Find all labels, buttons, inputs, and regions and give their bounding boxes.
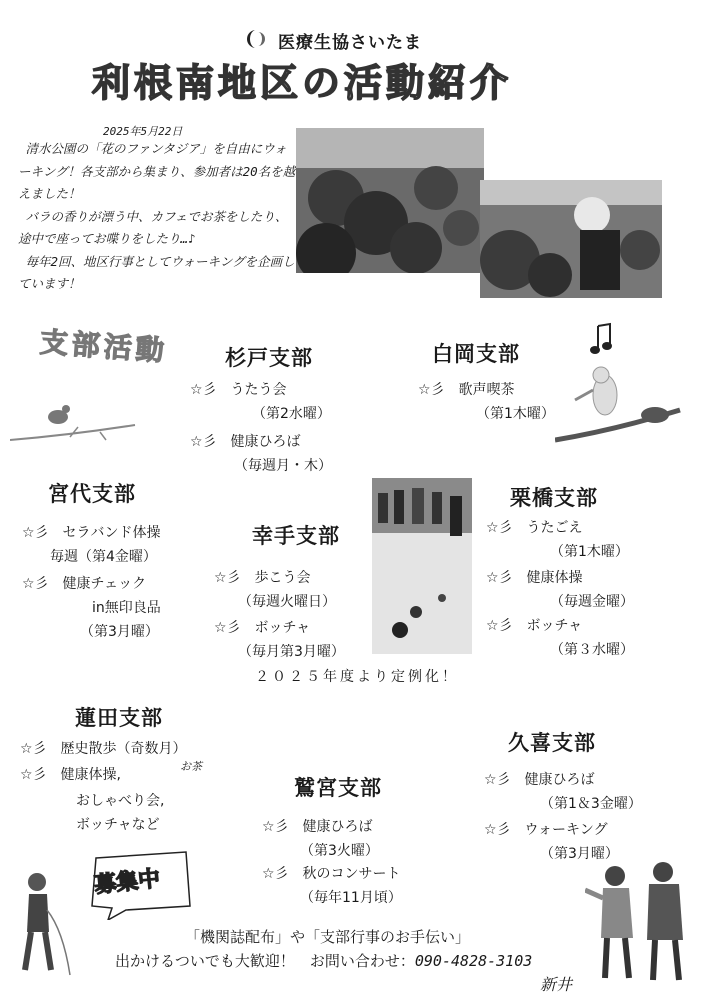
activity-label: ☆彡 ボッチャ bbox=[214, 620, 311, 636]
music-note-icon bbox=[590, 322, 616, 356]
branch-name-kurihashi: 栗橋支部 bbox=[510, 486, 598, 510]
activity-schedule: （第2水曜） bbox=[252, 406, 331, 422]
bird-branch-icon bbox=[555, 360, 685, 445]
recruit-label: 募集中 bbox=[93, 866, 162, 899]
activity-schedule: （第3月曜） bbox=[540, 846, 619, 862]
activity-note: お茶 bbox=[180, 760, 202, 773]
activity-schedule: （第1木曜） bbox=[476, 406, 555, 422]
activity-label: ☆彡 歴史散歩（奇数月） bbox=[20, 741, 187, 757]
activity-schedule: （毎週月・木） bbox=[234, 458, 332, 474]
branch-name-kuki: 久喜支部 bbox=[508, 731, 596, 755]
activity-schedule: （第1＆3金曜） bbox=[540, 796, 642, 812]
activity-schedule: （第3月曜） bbox=[80, 624, 159, 640]
activity-label: ☆彡 ボッチャ bbox=[486, 618, 583, 634]
branch-name-shiraoka: 白岡支部 bbox=[432, 342, 520, 366]
activity-label: ☆彡 健康チェック bbox=[22, 576, 147, 592]
activity-label: ☆彡 歩こう会 bbox=[214, 570, 311, 586]
intro-paragraph: バラの香りが漂う中、カフェでお茶をしたり、途中で座ってお喋りをしたり…♪ bbox=[18, 208, 288, 246]
activity-label: ☆彡 秋のコンサート bbox=[262, 866, 401, 882]
branch-name-hasuda: 蓮田支部 bbox=[75, 706, 163, 730]
activity-label: ☆彡 うたう会 bbox=[190, 382, 287, 398]
bird-branch-icon bbox=[10, 395, 140, 455]
activity-label: ☆彡 ウォーキング bbox=[484, 822, 608, 838]
contact-phone: 090-4828-3103 bbox=[414, 952, 533, 970]
event-date: 2025年5月22日 bbox=[103, 125, 183, 138]
activity-location: in無印良品 bbox=[92, 600, 161, 616]
page-title: 利根南地区の活動紹介 bbox=[92, 61, 513, 105]
activity-schedule: （毎週金曜） bbox=[550, 594, 634, 610]
activity-schedule: （毎年11月頃） bbox=[300, 890, 402, 906]
activity-schedule: （第３水曜） bbox=[550, 642, 634, 658]
org-name: 医療生協さいたま bbox=[278, 33, 422, 53]
activity-label: ☆彡 健康ひろば bbox=[262, 819, 373, 835]
activity-label: ☆彡 セラバンド体操 bbox=[22, 525, 161, 541]
activity-label: ☆彡 健康ひろば bbox=[190, 434, 301, 450]
bocce-photo bbox=[372, 478, 472, 654]
activity-detail: おしゃべり会, bbox=[76, 793, 165, 809]
activity-schedule: （第3火曜） bbox=[300, 843, 379, 859]
activity-label: ☆彡 健康ひろば bbox=[484, 772, 595, 788]
signer-name: 新井 bbox=[540, 975, 573, 994]
org-logo-icon bbox=[245, 28, 267, 50]
intro-text bbox=[18, 138, 298, 296]
garden-photo bbox=[296, 128, 484, 273]
footer-line-2 bbox=[115, 950, 532, 971]
walker-illustration-icon bbox=[15, 870, 75, 980]
branch-name-sugito: 杉戸支部 bbox=[225, 346, 313, 370]
activity-schedule: 毎週（第4金曜） bbox=[50, 549, 157, 565]
footer-line-2-text: 出かけるついでも大歓迎！ お問い合わせ： bbox=[115, 952, 415, 970]
walker-photo bbox=[480, 180, 662, 298]
activity-schedule: （毎週火曜日） bbox=[238, 594, 336, 610]
activity-schedule: （第1木曜） bbox=[550, 544, 629, 560]
activity-label: ☆彡 うたごえ bbox=[486, 520, 583, 536]
activity-detail: ボッチャなど bbox=[76, 817, 160, 833]
section-label: 支部活動 bbox=[38, 325, 169, 368]
activity-label: ☆彡 歌声喫茶 bbox=[418, 382, 515, 398]
intro-paragraph: 清水公園の「花のファンタジア」を自由にウォーキング！各支部から集まり、参加者は20名を越えました！ bbox=[18, 141, 296, 201]
footer-line-1: 「機関誌配布」や「支部行事のお手伝い」 bbox=[185, 928, 471, 946]
activity-label: ☆彡 健康体操, bbox=[20, 767, 122, 783]
activity-schedule: （毎月第3月曜） bbox=[238, 644, 345, 660]
people-illustration-icon bbox=[585, 858, 695, 983]
activity-label: ☆彡 健康体操 bbox=[486, 570, 583, 586]
intro-paragraph: 毎年2回、地区行事としてウォーキングを企画しています！ bbox=[18, 253, 295, 291]
branch-name-miyashiro: 宮代支部 bbox=[48, 482, 136, 506]
branch-name-satte: 幸手支部 bbox=[252, 524, 340, 548]
regular-note: ２０２５年度より定例化！ bbox=[255, 669, 459, 685]
branch-name-washinomiya: 鷲宮支部 bbox=[294, 776, 382, 800]
